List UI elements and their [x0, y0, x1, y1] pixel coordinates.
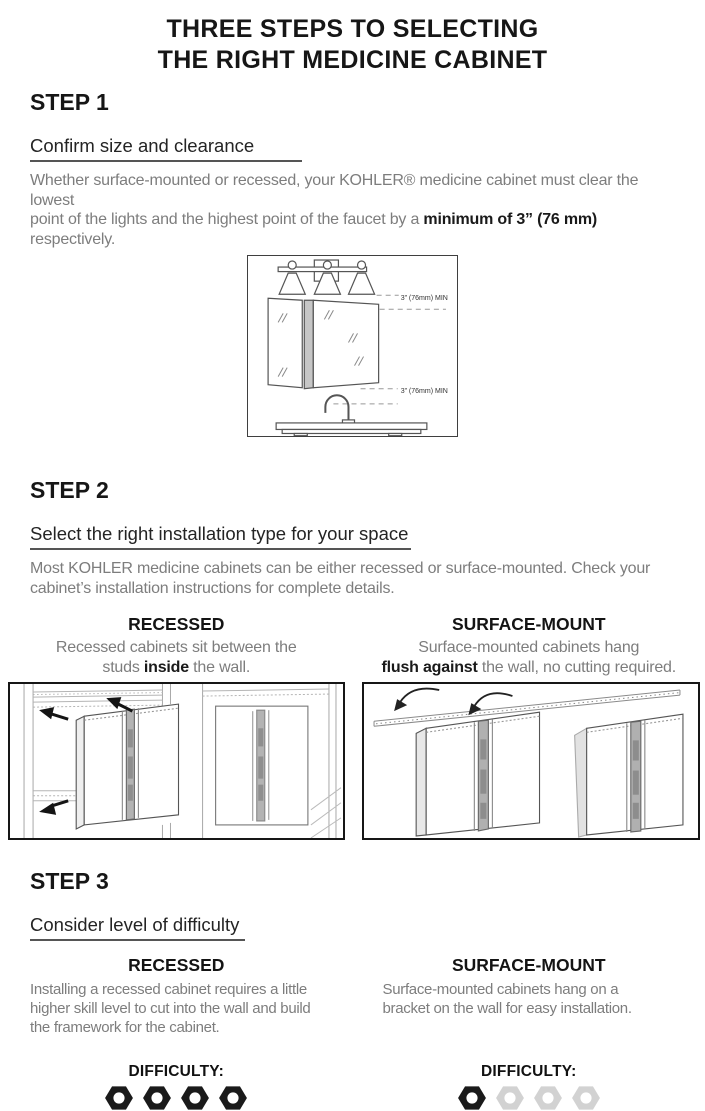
surface-mount-description: Surface-mounted cabinets hang flush against the wall, no cutting required.: [353, 638, 705, 677]
surface-cabinet-right-drawing: [575, 714, 683, 837]
medicine-cabinet-guide: [0, 14, 705, 1038]
step2-subheading: Select the right installation type for your space: [30, 523, 411, 550]
surface-mount-illustration: [362, 682, 700, 840]
difficulty-label: DIFFICULTY:: [0, 1063, 353, 1081]
bracket-arrows: [394, 689, 512, 716]
step1-section: [0, 89, 705, 437]
hex-nut-icon: [533, 1085, 563, 1111]
difficulty-nuts: [0, 1085, 353, 1111]
recessed-cabinet-drawing: [76, 704, 178, 829]
recessed-description: Recessed cabinets sit between the studs inside the wall.: [0, 638, 353, 677]
difficulty-nuts: [353, 1085, 705, 1111]
bottom-clearance-dimension: [333, 388, 447, 404]
surface-mount-column: [353, 614, 705, 677]
step3-section: [0, 868, 705, 1111]
recessed-title: RECESSED: [0, 614, 353, 635]
step2-body: Most KOHLER medicine cabinets can be either recessed or surface-mounted. Check your cabinet’s installation instructions for complete details.: [30, 559, 675, 598]
sink-counter-drawing: [276, 420, 427, 436]
hex-nut-icon: [180, 1085, 210, 1111]
clearance-label-bottom: 3” (76mm) MIN: [401, 388, 448, 395]
hex-nut-icon: [457, 1085, 487, 1111]
hex-nut-icon: [104, 1085, 134, 1111]
installed-cabinet-drawing: [216, 706, 308, 825]
surface-mount-title: SURFACE-MOUNT: [353, 614, 705, 635]
surface-cabinet-left-drawing: [416, 712, 539, 836]
wall-paneling-lines: [311, 788, 341, 838]
step1-body: Whether surface-mounted or recessed, your KOHLER® medicine cabinet must clear the lowest point of the lights and the highest point of the faucet by a minimum of 3” (76 mm) respectively.: [30, 171, 675, 249]
step2-section: [0, 477, 705, 840]
medicine-cabinet-drawing: [268, 298, 379, 389]
surface-mount-difficulty-rating: [353, 1063, 705, 1111]
hex-nut-icon: [495, 1085, 525, 1111]
recessed-title: RECESSED: [0, 955, 353, 976]
hex-nut-icon: [218, 1085, 248, 1111]
step3-subheading: Consider level of difficulty: [30, 914, 245, 941]
top-clearance-dimension: [377, 295, 448, 309]
clearance-diagram: [247, 255, 458, 437]
difficulty-label: DIFFICULTY:: [353, 1063, 705, 1081]
hex-nut-icon: [142, 1085, 172, 1111]
recessed-difficulty-column: [0, 955, 353, 1037]
recessed-difficulty-rating: [0, 1063, 353, 1111]
surface-mount-difficulty-description: Surface-mounted cabinets hang on a bracket on the wall for easy installation.: [353, 980, 705, 1018]
step2-heading: STEP 2: [30, 477, 705, 503]
recessed-column: [0, 614, 353, 677]
page-title: THREE STEPS TO SELECTING THE RIGHT MEDICINE CABINET: [0, 14, 705, 76]
recessed-difficulty-description: Installing a recessed cabinet requires a little higher skill level to cut into the wall and build the framework for the cabinet.: [0, 980, 353, 1037]
step3-heading: STEP 3: [30, 868, 705, 894]
hex-nut-icon: [571, 1085, 601, 1111]
step1-subheading: Confirm size and clearance: [30, 135, 302, 162]
surface-mount-title: SURFACE-MOUNT: [353, 955, 705, 976]
step1-heading: STEP 1: [30, 89, 705, 115]
vanity-light-fixture-drawing: [278, 260, 374, 294]
recessed-illustration: [8, 682, 345, 840]
faucet-drawing: [325, 395, 348, 421]
surface-mount-difficulty-column: [353, 955, 705, 1037]
clearance-label-top: 3” (76mm) MIN: [401, 295, 448, 302]
